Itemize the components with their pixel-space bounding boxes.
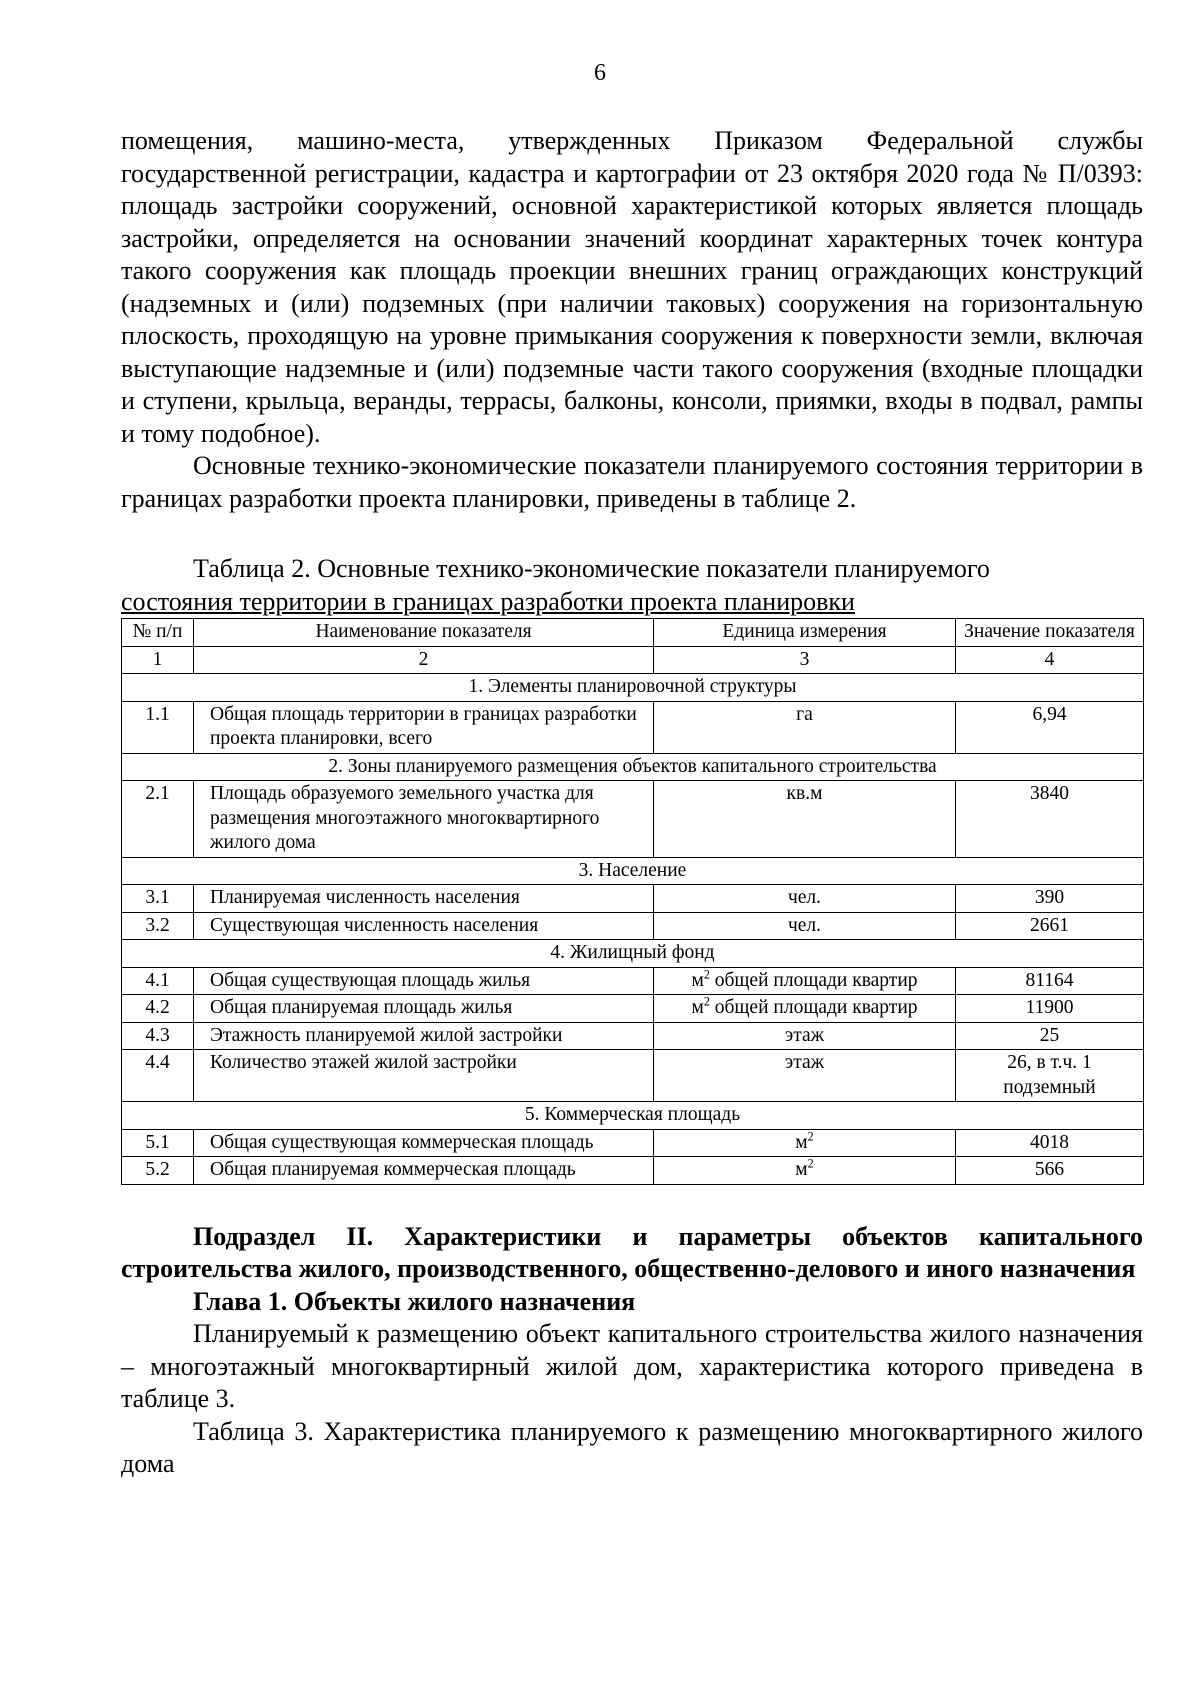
table-caption-line: состояния территории в границах разработки проекта планировки [121, 586, 855, 616]
document-body [121, 125, 1143, 1481]
table-row [122, 1022, 1144, 1050]
row-number: 4.2 [122, 995, 194, 1023]
unit-rest: общей площади квартир [709, 997, 918, 1018]
row-number: 3.1 [122, 885, 194, 913]
table-row [122, 885, 1144, 913]
indicator-value: 11900 [956, 995, 1144, 1023]
table-row [122, 1157, 1144, 1185]
section-cell: 3. Население [122, 857, 1144, 885]
header-cell: Значение показателя [956, 619, 1144, 647]
unit-base: м [691, 969, 704, 991]
numbering-cell: 3 [654, 646, 956, 674]
table-row [122, 967, 1144, 995]
table-row [122, 701, 1144, 753]
table-row [122, 912, 1144, 940]
section-cell: 2. Зоны планируемого размещения объектов капитального строительства [122, 753, 1144, 781]
indicator-name: Планируемая численность населения [194, 885, 654, 913]
indicator-value: 26, в т.ч. 1 подземный [956, 1050, 1144, 1102]
indicator-value: 2661 [956, 912, 1144, 940]
table-caption-continuation [121, 586, 1143, 619]
unit-rest: общей площади квартир [709, 969, 918, 991]
indicator-value: 390 [956, 885, 1144, 913]
unit-exponent: 2 [807, 1129, 814, 1143]
table-section-row [122, 1102, 1144, 1130]
numbering-cell: 2 [194, 646, 654, 674]
table-section-row [122, 857, 1144, 885]
indicator-name: Общая планируемая площадь жилья [194, 995, 654, 1023]
unit-exponent: 2 [703, 994, 710, 1009]
row-number: 2.1 [122, 781, 194, 858]
paragraph: Основные технико-экономические показатели планируемого состояния территории в границах разработки проекта планировки, приведены в таблице 2. [121, 451, 1143, 513]
row-number: 4.4 [122, 1050, 194, 1102]
indicator-unit: кв.м [654, 781, 956, 858]
paragraph: помещения, машино-места, утвержденных Приказом Федеральной службы государственной регистрации, кадастра и картографии от 23 октября 2020 года № П/0393: площадь застройки сооружений, основной характеристикой которых является площадь застройки, определяется на основании значений координат характерных точек контура такого сооружения как площадь проекции внешних границ ограждающих конструкций (надземных и (или) подземных (при наличии таковых) сооружения на горизонтальную плоскость, проходящую на уровне примыкания сооружения к поверхности земли, включая выступающие надземные и (или) подземные части такого сооружения (входные площадки и ступени, крыльца, веранды, террасы, балконы, консоли, приямки, входы в подвал, рампы и тому подобное). [121, 126, 1143, 448]
table-row [122, 781, 1144, 858]
subsection-title: Подраздел II. Характеристики и параметры объектов капитального строительства жилого, производственного, общественно-делового и иного назначения [121, 1221, 1143, 1283]
header-cell: Единица измерения [654, 619, 956, 647]
table-section-row [122, 674, 1144, 702]
indicator-name: Общая существующая площадь жилья [194, 967, 654, 995]
indicator-value: 6,94 [956, 701, 1144, 753]
indicator-name: Общая существующая коммерческая площадь [194, 1129, 654, 1157]
indicator-value: 81164 [956, 967, 1144, 995]
header-cell: Наименование показателя [194, 619, 654, 647]
indicator-unit [654, 967, 956, 995]
header-cell: № п/п [122, 619, 194, 647]
indicator-name: Общая площадь территории в границах разработки проекта планировки, всего [194, 701, 654, 753]
unit-base: м [795, 1159, 808, 1180]
indicator-unit: этаж [654, 1050, 956, 1102]
indicator-unit: га [654, 701, 956, 753]
unit-exponent: 2 [807, 1156, 814, 1171]
indicator-unit [654, 1129, 956, 1157]
table-caption-line: Таблица 2. Основные технико-экономические показатели планируемого [193, 554, 990, 583]
row-number: 3.2 [122, 912, 194, 940]
row-number: 1.1 [122, 701, 194, 753]
table-section-row [122, 753, 1144, 781]
indicator-value: 25 [956, 1022, 1144, 1050]
table-row [122, 995, 1144, 1023]
table-caption [121, 553, 1143, 586]
numbering-cell: 4 [956, 646, 1144, 674]
unit-exponent: 2 [703, 967, 710, 981]
indicators-table [121, 618, 1144, 1185]
row-number: 4.3 [122, 1022, 194, 1050]
indicator-name: Этажность планируемой жилой застройки [194, 1022, 654, 1050]
row-number: 4.1 [122, 967, 194, 995]
table-header-row [122, 619, 1144, 647]
page-number: 6 [594, 60, 606, 86]
indicator-value: 3840 [956, 781, 1144, 858]
indicator-value: 566 [956, 1157, 1144, 1185]
indicator-unit: чел. [654, 885, 956, 913]
paragraph: Планируемый к размещению объект капитального строительства жилого назначения – многоэтажный многоквартирный жилой дом, характеристика которого приведена в таблице 3. [121, 1319, 1143, 1413]
section-cell: 5. Коммерческая площадь [122, 1102, 1144, 1130]
unit-base: м [795, 1131, 808, 1153]
numbering-cell: 1 [122, 646, 194, 674]
indicator-unit [654, 995, 956, 1023]
indicator-unit: этаж [654, 1022, 956, 1050]
indicator-name: Количество этажей жилой застройки [194, 1050, 654, 1102]
table-row [122, 1129, 1144, 1157]
indicator-unit [654, 1157, 956, 1185]
table-numbering-row [122, 646, 1144, 674]
chapter-title: Глава 1. Объекты жилого назначения [193, 1286, 636, 1316]
row-number: 5.2 [122, 1157, 194, 1185]
indicator-name: Общая планируемая коммерческая площадь [194, 1157, 654, 1185]
table-caption: Таблица 3. Характеристика планируемого к размещению многоквартирного жилого дома [121, 1416, 1143, 1478]
table-section-row [122, 940, 1144, 968]
table-row [122, 1050, 1144, 1102]
row-number: 5.1 [122, 1129, 194, 1157]
section-cell: 4. Жилищный фонд [122, 940, 1144, 968]
indicator-name: Существующая численность населения [194, 912, 654, 940]
indicator-unit: чел. [654, 912, 956, 940]
unit-base: м [691, 997, 704, 1018]
indicator-value: 4018 [956, 1129, 1144, 1157]
indicator-name: Площадь образуемого земельного участка для размещения многоэтажного многоквартирного жилого дома [194, 781, 654, 858]
section-cell: 1. Элементы планировочной структуры [122, 674, 1144, 702]
